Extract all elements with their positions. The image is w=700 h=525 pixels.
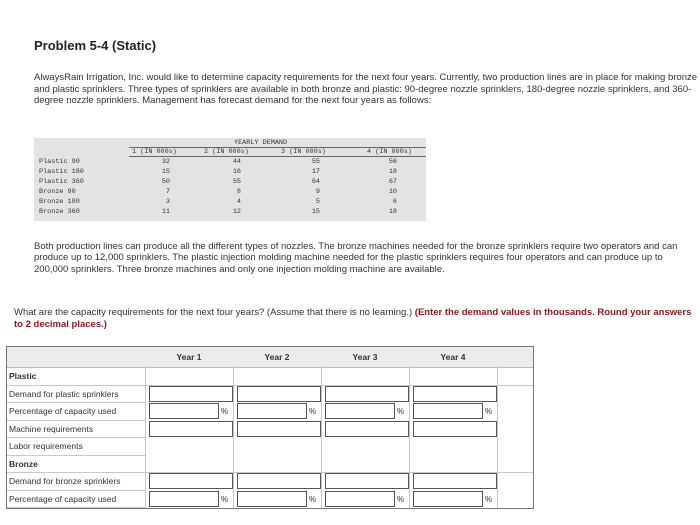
- row-label: Percentage of capacity used: [9, 493, 117, 504]
- answer-input[interactable]: [325, 403, 395, 419]
- row-divider: [7, 437, 145, 438]
- demand-value: 6: [392, 198, 397, 206]
- answer-input[interactable]: [237, 473, 321, 489]
- answer-input[interactable]: [325, 473, 409, 489]
- demand-value: 18: [388, 168, 397, 176]
- section-label: Plastic: [9, 371, 37, 381]
- yearly-demand-table: [34, 138, 426, 221]
- demand-value: 3: [165, 198, 170, 206]
- percent-sign: %: [485, 494, 493, 504]
- header-year-2: Year 2: [264, 352, 290, 362]
- row-label: Demand for bronze sprinklers: [9, 476, 121, 486]
- demand-value: 7: [165, 188, 170, 196]
- answer-input[interactable]: [237, 403, 307, 419]
- answer-input[interactable]: [413, 421, 497, 437]
- machine-info-paragraph: Both production lines can produce all the different types of nozzles. The bronze machines needed for the bronze sprinklers require two operators and can produce up to 12,000 sprinklers. The plastic injection molding machine needed for the plastic sprinklers requires four operators and can produce up to 200,000 sprinklers. Three bronze machines and only one injection molding machine are available.: [34, 241, 678, 275]
- answer-input[interactable]: [237, 421, 321, 437]
- row-label: Percentage of capacity used: [9, 406, 117, 416]
- demand-value: 15: [311, 208, 320, 216]
- table-header-row: [7, 347, 533, 368]
- demand-value: 4: [236, 198, 241, 206]
- answer-input[interactable]: [413, 473, 497, 489]
- answer-input[interactable]: [413, 403, 483, 419]
- row-label: Labor requirements: [9, 441, 83, 451]
- demand-col-header: 4 (IN 000s): [367, 148, 412, 156]
- answer-input[interactable]: [149, 403, 219, 419]
- demand-table-title: YEARLY DEMAND: [234, 139, 288, 147]
- demand-value: 17: [311, 168, 320, 176]
- column-divider: [497, 367, 498, 508]
- demand-col-header: 3 (IN 000s): [281, 148, 326, 156]
- section-label: Bronze: [9, 458, 38, 469]
- row-label: Demand for plastic sprinklers: [9, 388, 119, 399]
- demand-value: 55: [232, 178, 241, 186]
- demand-value: 32: [161, 158, 170, 166]
- demand-value: 8: [236, 188, 241, 196]
- row-divider: [7, 402, 145, 403]
- intro-paragraph: AlwaysRain Irrigation, Inc. would like to determine capacity requirements for the next four years. Currently, two production lines are in place for making bronze and plastic sprinklers. Three types of sprinklers are available in both bronze and plastic: 90-degree nozzle sprinklers, 180-degree nozzle sprinklers, and 360-degree nozzle sprinklers. Management has forecast demand for the next four years as follows:: [34, 72, 698, 107]
- row-divider: [7, 490, 145, 491]
- column-divider: [409, 367, 410, 508]
- percent-sign: %: [309, 494, 317, 504]
- demand-row-label: Plastic 180: [39, 168, 84, 176]
- demand-value: 55: [311, 158, 320, 166]
- capacity-response-table: [6, 346, 534, 509]
- answer-input[interactable]: [149, 386, 233, 402]
- answer-input[interactable]: [413, 386, 497, 402]
- row-divider: [7, 455, 145, 456]
- demand-col-header: 1 (IN 000s): [132, 148, 177, 156]
- demand-value: 67: [388, 178, 397, 186]
- percent-sign: %: [485, 407, 493, 416]
- demand-value: 12: [232, 208, 241, 216]
- demand-value: 15: [161, 168, 170, 176]
- demand-row-label: Plastic 360: [39, 178, 84, 186]
- demand-value: 16: [232, 168, 241, 176]
- demand-row-label: Bronze 360: [39, 208, 80, 216]
- demand-value: 11: [161, 208, 170, 216]
- demand-value: 64: [311, 178, 320, 186]
- question-paragraph: [14, 307, 698, 330]
- question-text: What are the capacity requirements for the next four years? (Assume that there is no learning.): [14, 307, 413, 318]
- column-divider: [233, 367, 234, 508]
- row-label: Machine requirements: [9, 423, 94, 434]
- percent-sign: %: [221, 494, 229, 504]
- percent-sign: %: [221, 407, 229, 416]
- answer-input[interactable]: [237, 386, 321, 402]
- demand-value: 50: [161, 178, 170, 186]
- answer-input[interactable]: [149, 421, 233, 437]
- page-title: Problem 5-4 (Static): [34, 38, 157, 53]
- demand-value: 18: [388, 208, 397, 216]
- row-divider: [7, 507, 145, 508]
- demand-row-label: Bronze 180: [39, 198, 80, 206]
- answer-input[interactable]: [325, 386, 409, 402]
- demand-value: 5: [315, 198, 320, 206]
- demand-row-label: Bronze 90: [39, 188, 76, 196]
- answer-input[interactable]: [149, 491, 219, 507]
- demand-col-header: 2 (IN 000s): [204, 148, 249, 156]
- header-year-4: Year 4: [440, 352, 466, 362]
- answer-input[interactable]: [149, 473, 233, 489]
- demand-value: 44: [232, 158, 241, 166]
- percent-sign: %: [309, 407, 317, 416]
- answer-input[interactable]: [325, 491, 395, 507]
- answer-input[interactable]: [237, 491, 307, 507]
- header-year-1: Year 1: [176, 352, 202, 362]
- percent-sign: %: [397, 494, 405, 504]
- demand-value: 10: [388, 188, 397, 196]
- percent-sign: %: [397, 407, 405, 416]
- column-divider: [321, 367, 322, 508]
- header-year-3: Year 3: [352, 352, 378, 362]
- demand-value: 9: [315, 188, 320, 196]
- demand-value: 56: [388, 158, 397, 166]
- answer-input[interactable]: [413, 491, 483, 507]
- divider: [129, 156, 426, 157]
- column-divider: [145, 367, 146, 508]
- question-instruction: (Enter the demand values in thousands. Round your answers to 2 decimal places.): [14, 307, 692, 330]
- demand-row-label: Plastic 90: [39, 158, 80, 166]
- row-divider: [7, 420, 145, 421]
- answer-input[interactable]: [325, 421, 409, 437]
